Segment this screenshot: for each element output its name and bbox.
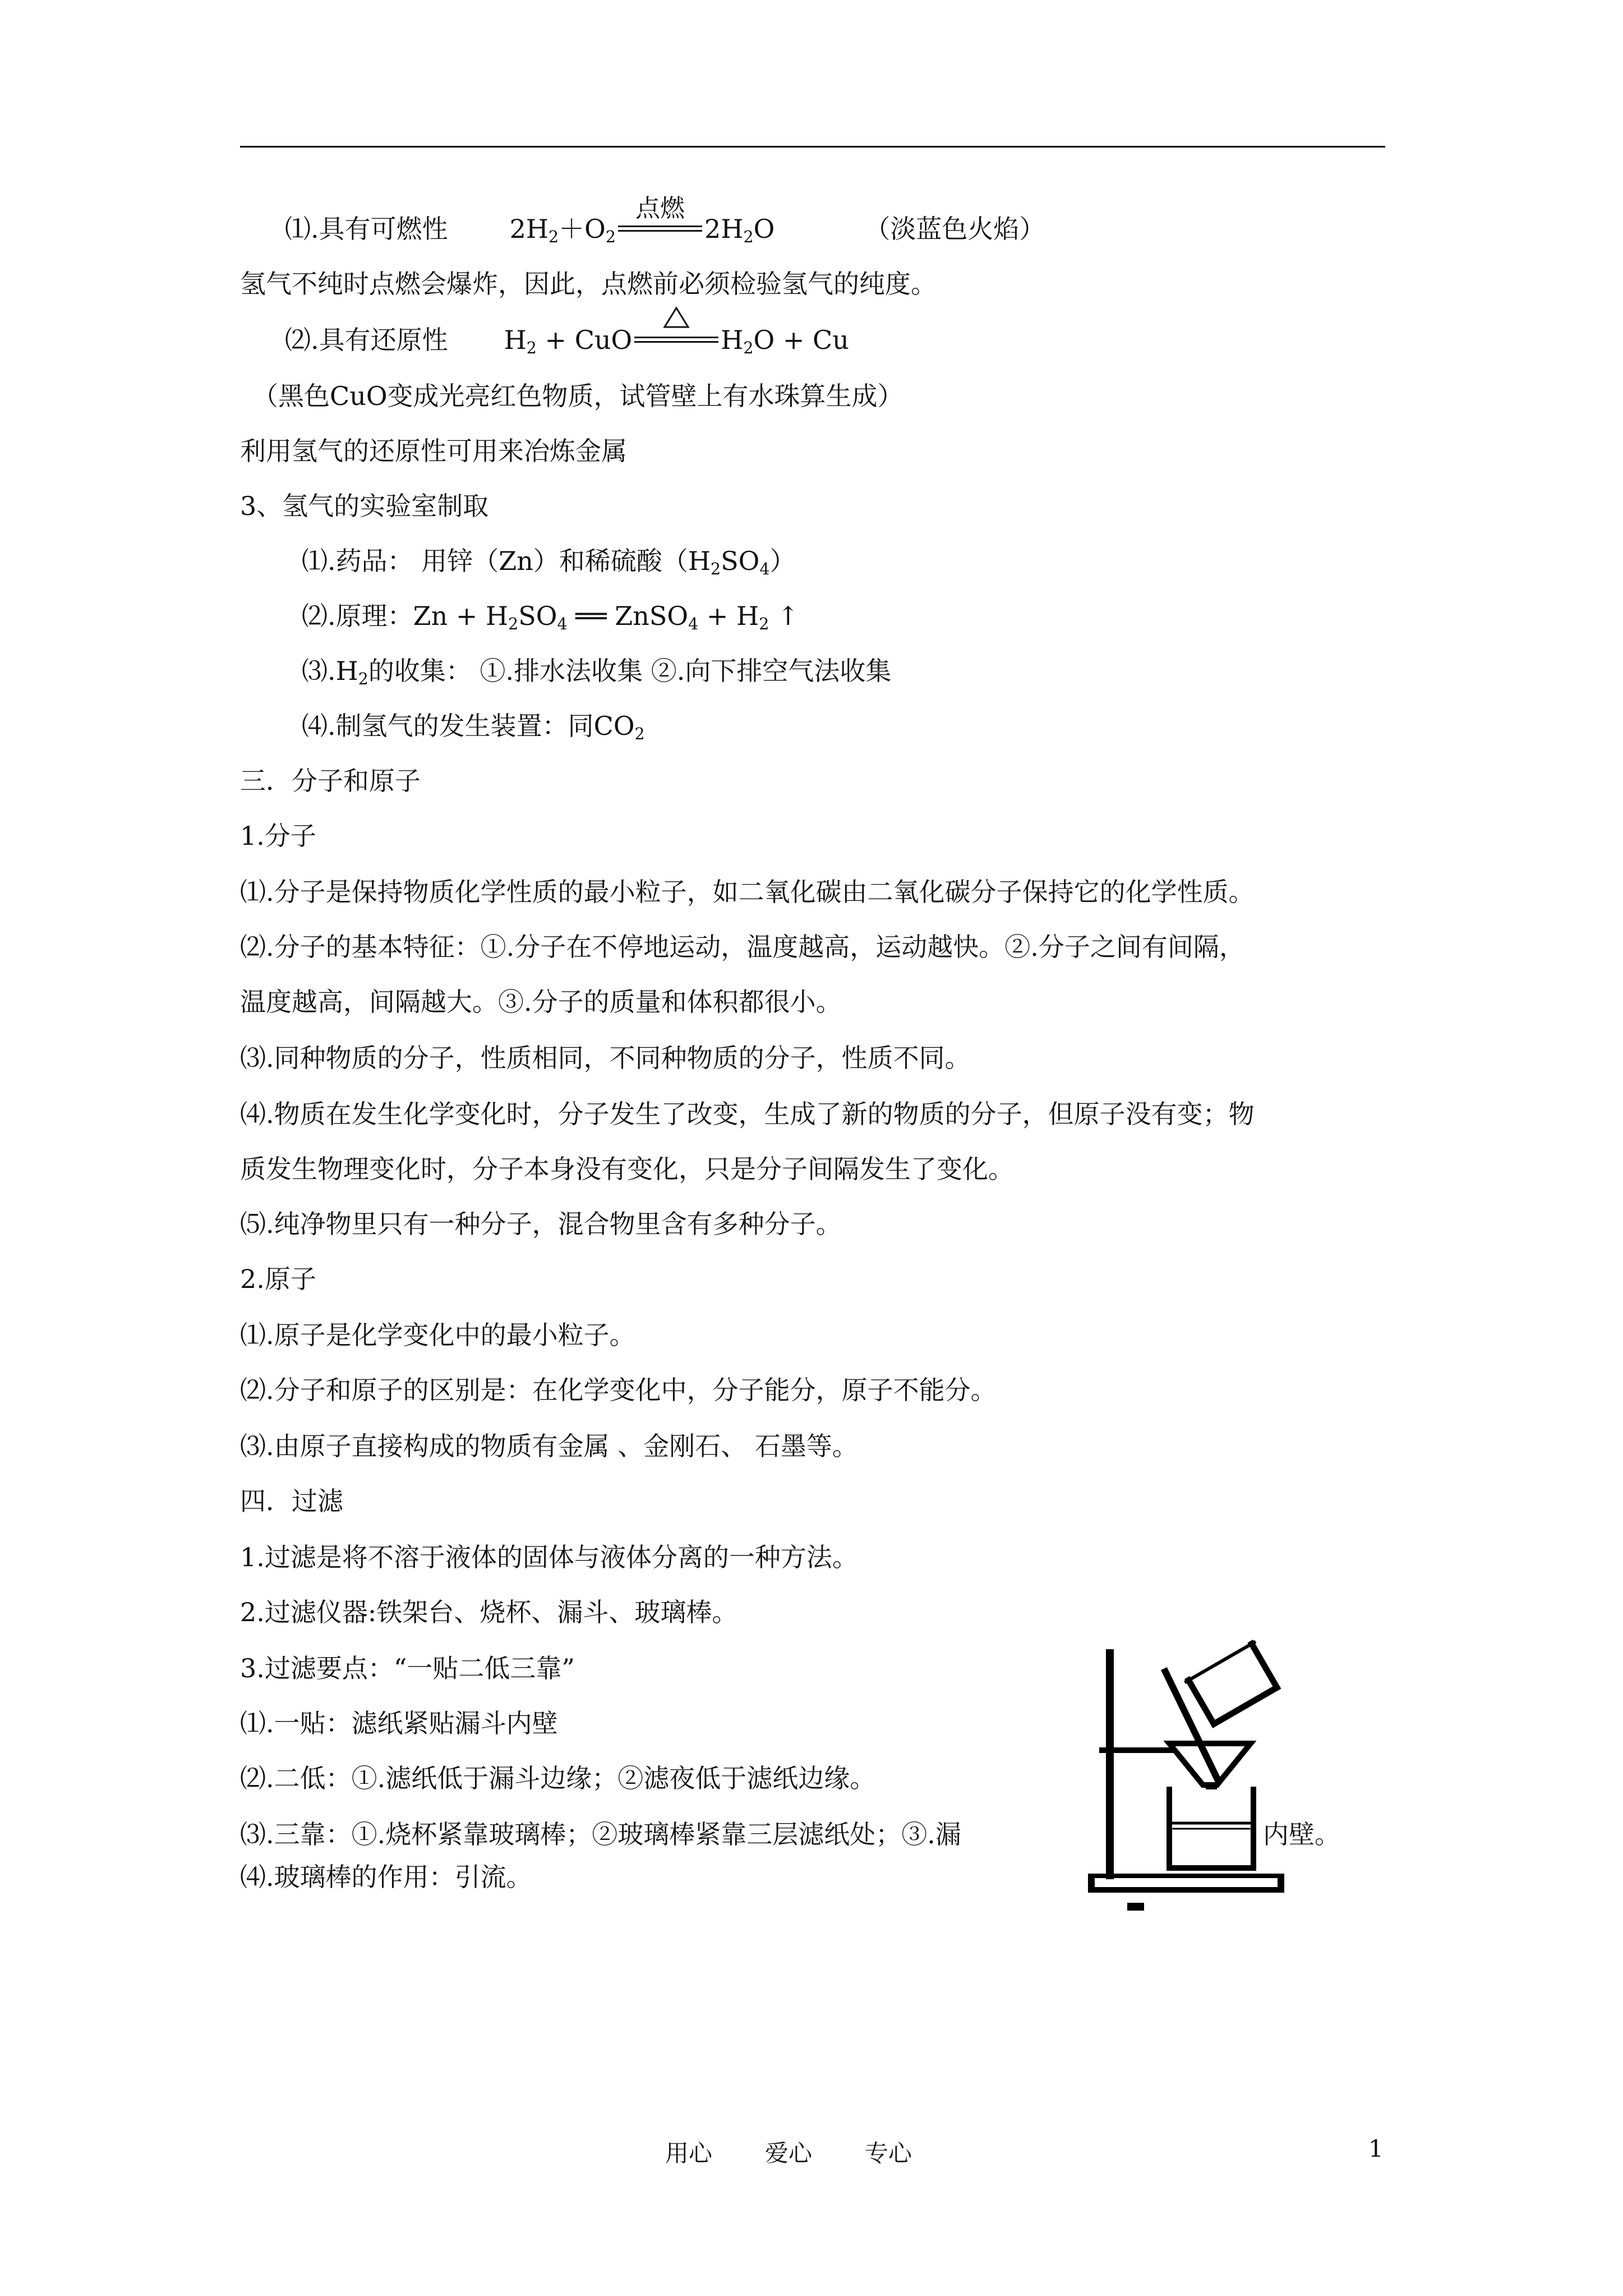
footer-motto-3: 专心 <box>865 2139 912 2167</box>
text-line: 1.过滤是将不溶于液体的固体与液体分离的一种方法。 <box>240 1542 858 1572</box>
section-heading: 3、氢气的实验室制取 <box>240 491 489 521</box>
collect-line: $⑶.H_2$的收集： ①.排水法收集 ②.向下排空气法收集 <box>302 656 892 688</box>
text-line: 温度越高，间隔越大。③.分子的质量和体积都很小。 <box>240 987 842 1017</box>
header-rule <box>240 146 1385 148</box>
drugs-line: ⑴.药品： 用锌（Zn）和稀硫酸$(H_2SO_4)$ <box>302 546 796 578</box>
text-line: （黑色CuO变成光亮红色物质，试管壁上有水珠算生成） <box>252 381 903 411</box>
heat-arrow <box>634 323 718 357</box>
text-line: 质发生物理变化时，分子本身没有变化，只是分子间隔发生了变化。 <box>240 1154 1014 1184</box>
text-line: ⑸.纯净物里只有一种分子，混合物里含有多种分子。 <box>240 1209 842 1239</box>
combustion-line <box>285 194 1045 246</box>
text-line: ⑵.二低：①.滤纸低于漏斗边缘；②滤夜低于滤纸边缘。 <box>240 1763 876 1793</box>
section-heading: 四．过滤 <box>240 1486 343 1516</box>
text-line: 利用氢气的还原性可用来冶炼金属 <box>240 436 627 466</box>
reduction-label: ⑵.具有还原性 <box>285 325 448 355</box>
principle-line: ⑵.原理：$Zn + H_2SO_4$ ══ ZnSO$_4$ + $H_2$ ↑ <box>302 601 799 633</box>
text-line: ⑶.由原子直接构成的物质有金属 、金刚石、 石墨等。 <box>240 1431 858 1461</box>
text-line: ⑴.一贴：滤纸紧贴漏斗内壁 <box>240 1708 558 1738</box>
condition-arrow <box>618 194 702 246</box>
text-line: ⑶.同种物质的分子，性质相同，不同种物质的分子，性质不同。 <box>240 1043 971 1073</box>
text-line: 2.过滤仪器:铁架台、烧杯、漏斗、玻璃棒。 <box>240 1597 738 1627</box>
text-line: ⑵.分子和原子的区别是：在化学变化中，分子能分，原子不能分。 <box>240 1375 997 1405</box>
device-line: ⑷.制氢气的发生装置：同$CO_2$ <box>302 711 645 743</box>
text-line: ⑴.原子是化学变化中的最小粒子。 <box>240 1320 635 1350</box>
text-line: 3.过滤要点：“一贴二低三靠” <box>240 1653 575 1683</box>
page-number: 1 <box>1368 2135 1384 2162</box>
text-line: ⑷.玻璃棒的作用：引流。 <box>240 1862 532 1892</box>
filtration-apparatus-figure <box>1082 1638 1352 1918</box>
condition-label: 点燃 <box>635 194 685 223</box>
combustion-label: ⑴.具有可燃性 <box>285 214 448 244</box>
text-line: ⑴.分子是保持物质化学性质的最小粒子，如二氧化碳由二氧化碳分子保持它的化学性质。 <box>240 877 1255 907</box>
text-line: 氢气不纯时点燃会爆炸，因此，点燃前必须检验氢气的纯度。 <box>240 269 937 299</box>
text-line: ⑶.三靠：①.烧杯紧靠玻璃棒；②玻璃棒紧靠三层滤纸处；③.漏 <box>240 1819 961 1849</box>
equation-reduction: $H_2$ + CuO $H_2O + Cu$ <box>504 325 849 355</box>
footer-motto-1: 用心 <box>665 2139 713 2167</box>
text-line-continuation: 内壁。 <box>1263 1819 1340 1849</box>
section-heading: 三．分子和原子 <box>240 766 421 796</box>
subsection-heading: 1.分子 <box>240 821 316 851</box>
flame-note: （淡蓝色火焰） <box>864 214 1045 244</box>
subsection-heading: 2.原子 <box>240 1264 316 1294</box>
footer-motto-2: 爱心 <box>765 2139 813 2167</box>
equation-combustion: $2H_2+O_2$ 点燃 $2H_2O$ <box>510 214 775 244</box>
heat-triangle-icon <box>663 306 690 329</box>
text-line: ⑵.分子的基本特征：①.分子在不停地运动，温度越高，运动越快。②.分子之间有间隔， <box>240 932 1245 962</box>
reduction-line <box>285 323 849 357</box>
text-line: ⑷.物质在发生化学变化时，分子发生了改变，生成了新的物质的分子，但原子没有变；物 <box>240 1099 1255 1129</box>
